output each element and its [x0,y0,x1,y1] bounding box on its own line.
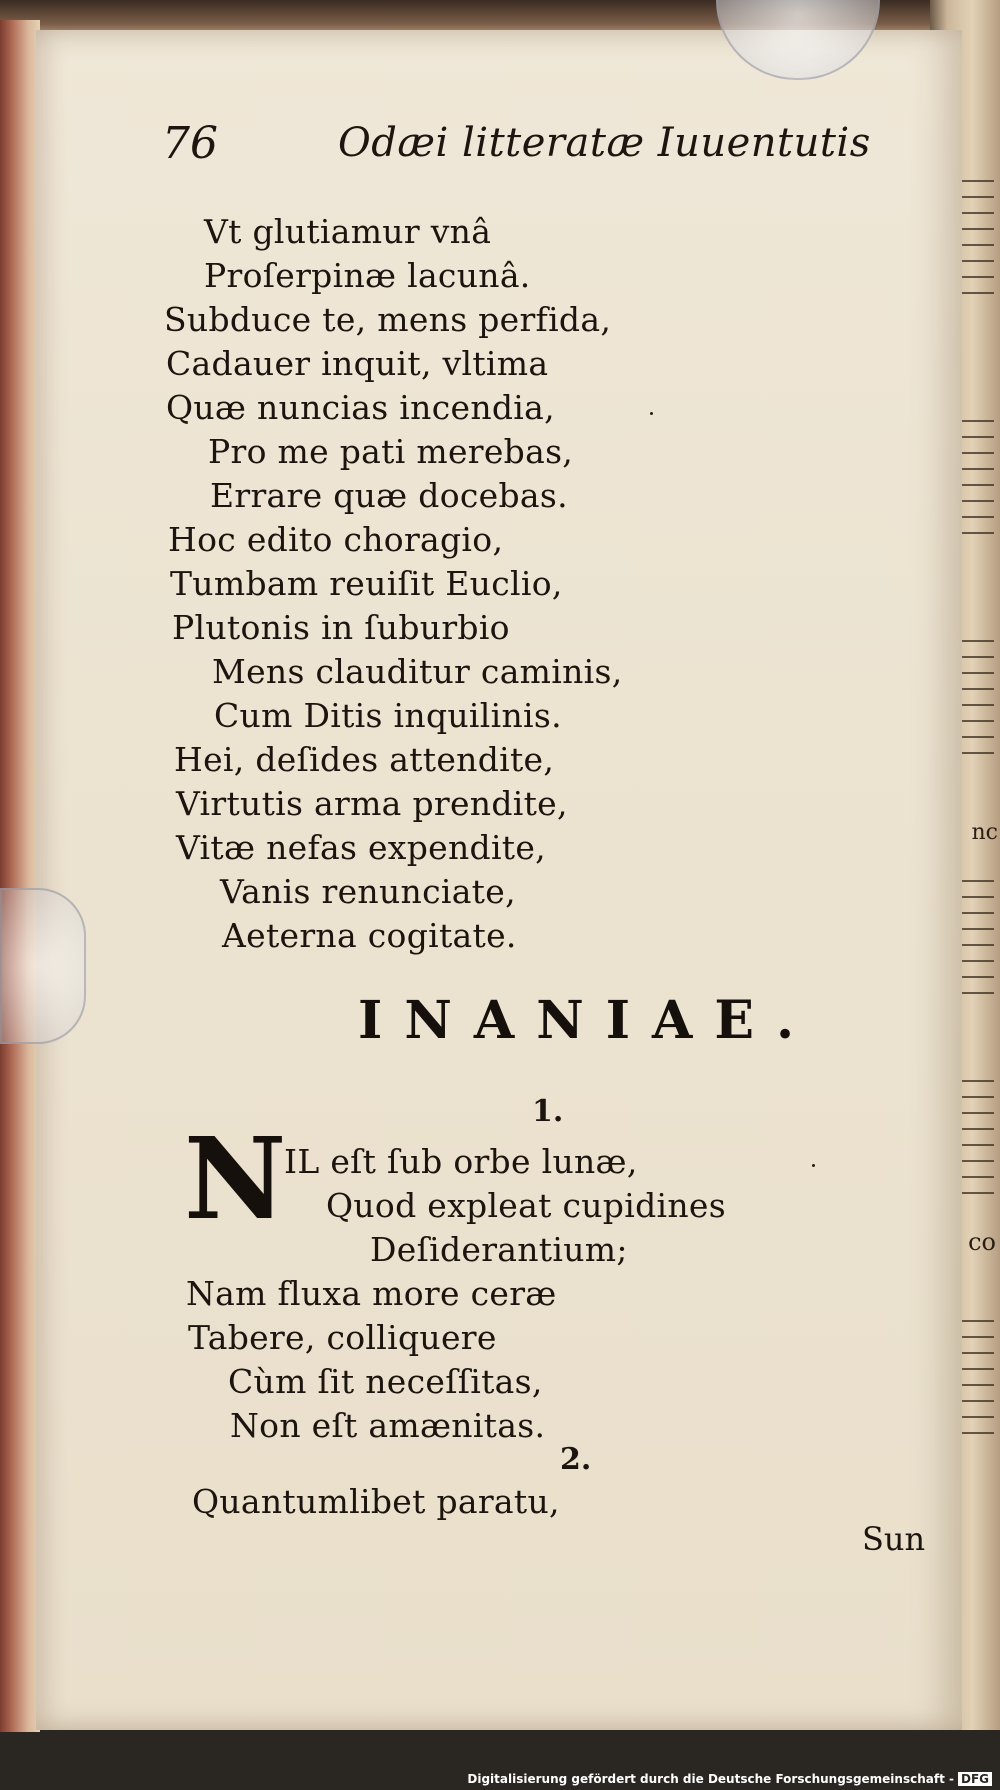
verse-line: Proſerpinæ lacunâ. [204,256,531,295]
book-spine-edge [0,20,40,1740]
verse-line: Pro me pati merebas, [208,432,574,471]
verse-line: Virtutis arma prendite, [176,784,568,823]
verse-line: Tumbam reuiſit Euclio, [170,564,563,603]
scan-footer [0,1732,1000,1790]
verse-line: Cùm ſit neceſſitas, [228,1362,543,1401]
stanza-number: 2. [560,1442,592,1477]
verse-line: Vt glutiamur vnâ [204,212,492,251]
facing-page-text-fragment: co [968,1228,996,1256]
verse-line: Vitæ nefas expendite, [176,828,546,867]
verse-line: IL eſt ſub orbe lunæ, [284,1142,638,1181]
drop-cap: N [184,1114,287,1245]
stanza-number: 1. [532,1094,564,1129]
section-title: INANIAE. [358,990,817,1051]
catchword: Sun [862,1520,926,1558]
verse-line: Hoc edito choragio, [168,520,504,559]
page-number: 76 [162,118,218,169]
verse-line: Errare quæ docebas. [210,476,568,515]
verse-line: Cadauer inquit, vltima [166,344,549,383]
ink-speck [650,412,653,415]
verse-line: Hei, deſides attendite, [174,740,555,779]
verse-line: Subduce te, mens perfida, [164,300,612,339]
verse-line: Tabere, colliquere [188,1318,497,1357]
verse-line: Quæ nuncias incendia, [166,388,555,427]
dfg-logo: DFG [958,1772,992,1786]
page-header [162,118,871,174]
verse-line: Deſiderantium; [370,1230,628,1269]
digitization-credit [467,1772,992,1786]
verse-line: Mens clauditur caminis, [212,652,623,691]
page-clip-left [0,888,86,1044]
verse-line: Cum Ditis inquilinis. [214,696,562,735]
credit-text: Digitalisierung gefördert durch die Deutsche Forschungsgemeinschaft - [467,1772,954,1786]
verse-line: Aeterna cogitate. [222,916,517,955]
verse-line: Non eſt amænitas. [230,1406,546,1445]
verse-line: Nam fluxa more ceræ [186,1274,557,1313]
ink-speck [812,1164,815,1167]
verse-line: Vanis renunciate, [220,872,516,911]
verse-line: Quantumlibet paratu, [192,1482,560,1521]
verse-line: Quod expleat cupidines [326,1186,726,1225]
running-title: Odæi litteratæ Iuuentutis [338,120,871,166]
facing-page-text-fragment: nc [971,820,998,845]
verse-line: Plutonis in ſuburbio [172,608,510,647]
